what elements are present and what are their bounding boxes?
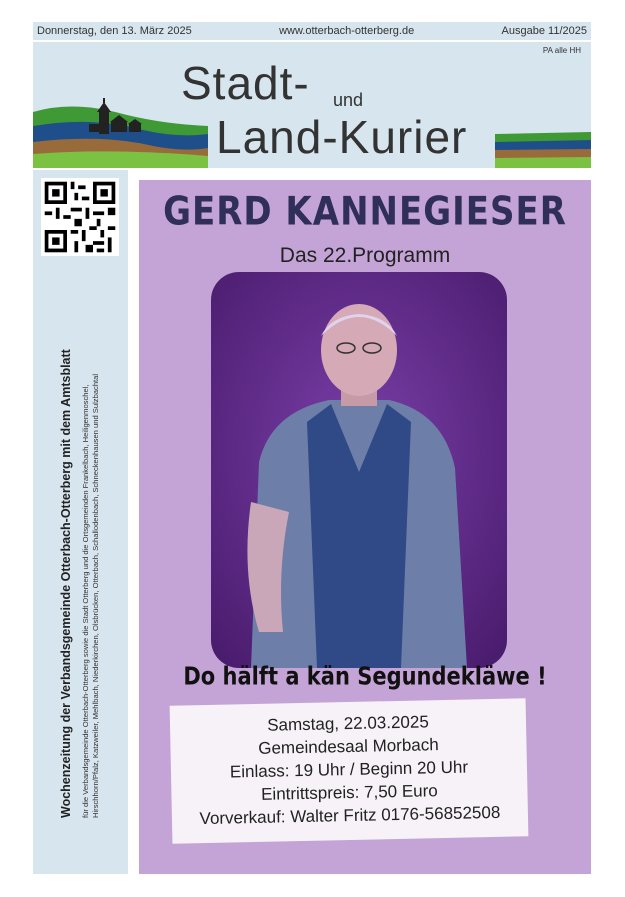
event-poster: [139, 180, 591, 874]
issue-number: Ausgabe 11/2025: [501, 25, 587, 37]
newspaper-scope-line2: Hirschhorn/Pfalz, Katzweiler, Mehlbach, Niederkirchen, Olsbrücken, Otterbach, Schallodenbach, Schneckenhausen und Sulzbachtal: [91, 373, 100, 818]
newspaper-scope-line1: für die Verbandsgemeinde Otterbach-Otterberg sowie die Stadt Otterberg und die Ortsgemeinden Frankelbach, Heiligenmoschel,: [81, 384, 90, 818]
sidebar: [33, 170, 128, 874]
header-bar: [33, 22, 591, 40]
masthead-title-und: und: [333, 90, 364, 110]
newspaper-subtitle: Wochenzeitung der Verbandsgemeinde Otterbach-Otterberg mit dem Amtsblatt: [59, 349, 73, 818]
masthead-title-line1: Stadt-: [181, 57, 310, 109]
event-presale: Vorverkauf: Walter Fritz 0176-56852508: [199, 802, 501, 829]
program-title: Das 22.Programm: [279, 244, 451, 267]
performer-photo: [211, 272, 507, 668]
event-slogan: Do hälft a kän Segundekläwe !: [183, 661, 547, 691]
event-venue: Gemeindesaal Morbach: [258, 735, 439, 758]
issue-date: Donnerstag, den 13. März 2025: [37, 25, 192, 37]
pa-note: PA alle HH: [542, 46, 581, 55]
masthead-title-line2: Land-Kurier: [216, 111, 468, 163]
website-link[interactable]: www.otterbach-otterberg.de: [279, 25, 415, 37]
event-date: Samstag, 22.03.2025: [267, 712, 429, 735]
masthead: [33, 42, 591, 168]
event-times: Einlass: 19 Uhr / Beginn 20 Uhr: [229, 757, 469, 782]
qr-code-icon[interactable]: [41, 178, 119, 256]
event-details-box: [170, 698, 529, 843]
event-price: Eintrittspreis: 7,50 Euro: [260, 781, 438, 804]
performer-name: GERD KANNEGIESER: [163, 189, 567, 235]
